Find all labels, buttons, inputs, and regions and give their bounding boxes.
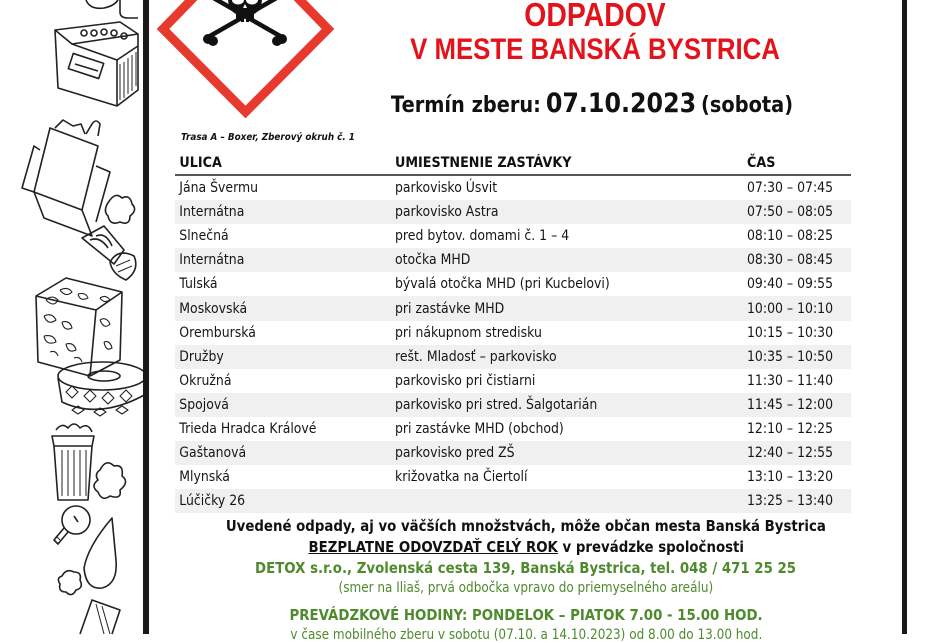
cell-stop: pri nákupnom stredisku [395, 324, 542, 341]
cell-time: 08:10 – 08:25 [747, 228, 834, 245]
table-row [175, 369, 851, 393]
oil-drop-icon [84, 518, 116, 588]
crumpled-paper-icon-3 [58, 571, 81, 595]
cell-time: 13:25 – 13:40 [747, 493, 834, 510]
cell-stop: pri zastávke MHD (obchod) [395, 420, 564, 437]
company-address-text: DETOX s.r.o., Zvolenská cesta 139, Banská Bystrica, tel. 048 / 471 25 25 [255, 559, 797, 577]
table-row [175, 200, 851, 224]
right-border-line [902, 0, 907, 634]
route-label: Trasa A – Boxer, Zberový okruh č. 1 [181, 132, 355, 143]
saturday-hours-line [150, 627, 902, 643]
waste-bin-icon [52, 424, 94, 500]
free-dropoff-rest: v prevádzke spoločnosti [557, 538, 744, 556]
cell-time: 13:10 – 13:20 [747, 469, 834, 486]
footer-free-dropoff-text [308, 538, 744, 556]
cell-street: Tulská [179, 276, 218, 293]
table-row [175, 321, 851, 345]
cell-street: Spojová [179, 396, 229, 413]
cell-street: Družby [179, 348, 224, 365]
directions-text: (smer na Iliaš, prvá odbočka vpravo do priemyselného areálu) [338, 580, 714, 596]
fluorescent-tube-icon [80, 600, 120, 634]
cell-street: Oremburská [179, 324, 256, 341]
waste-illustrations [0, 0, 142, 634]
cell-time: 12:40 – 12:55 [747, 445, 834, 462]
cell-time: 10:15 – 10:30 [747, 324, 834, 341]
cell-time: 08:30 – 08:45 [747, 252, 834, 269]
cell-street: Slnečná [179, 228, 229, 245]
column-header-stop: UMIESTNENIE ZASTÁVKY [395, 155, 572, 171]
cell-time: 10:00 – 10:10 [747, 300, 834, 317]
cell-street: Lúčičky 26 [179, 493, 246, 510]
cell-street: Moskovská [179, 300, 248, 317]
cell-stop: bývalá otočka MHD (pri Kucbelovi) [395, 276, 610, 293]
footer-notice-line [150, 517, 902, 535]
cell-stop: otočka MHD [395, 252, 471, 269]
cell-stop: pred bytov. domami č. 1 – 4 [395, 228, 570, 245]
appliance-icon [86, 0, 138, 18]
left-border-line [143, 0, 149, 634]
crumpled-paper-icon-2 [94, 463, 126, 498]
cell-stop: pri zastávke MHD [395, 300, 505, 317]
collection-date-value: 07.10.2023 [545, 88, 697, 119]
cell-time: 10:35 – 10:50 [747, 348, 834, 365]
title-line-1: ODPADOV [524, 0, 666, 33]
scrap-metal-icon [36, 278, 122, 376]
table-row [175, 345, 851, 369]
cell-street: Okružná [179, 372, 232, 389]
opening-hours-text: PREVÁDZKOVÉ HODINY: PONDELOK – PIATOK 7.00 - 15.00 HOD. [289, 606, 763, 624]
cell-street: Mlynská [179, 469, 230, 486]
footer-notice-text: Uvedené odpady, aj vo väčších množstvách, môže občan mesta Banská Bystrica [225, 517, 827, 535]
table-row [175, 393, 851, 417]
cell-stop: parkovisko pred ZŠ [395, 445, 515, 462]
cell-time: 11:45 – 12:00 [747, 396, 834, 413]
cell-time: 07:50 – 08:05 [747, 204, 834, 221]
column-header-time: ČAS [747, 155, 776, 171]
cell-stop: križovatka na Čiertolí [395, 469, 528, 486]
table-row [175, 441, 851, 465]
cell-stop: parkovisko pri stred. Šalgotarián [395, 396, 598, 413]
cell-street: Jána Švermu [179, 180, 259, 197]
cell-street: Gaštanová [179, 445, 247, 462]
free-dropoff-emphasis: BEZPLATNE ODOVZDAŤ CELÝ ROK [308, 538, 558, 556]
cell-time: 09:40 – 09:55 [747, 276, 834, 293]
collection-date [381, 88, 803, 119]
cell-time: 07:30 – 07:45 [747, 180, 834, 197]
cell-stop: parkovisko Úsvit [395, 180, 498, 197]
table-header [175, 152, 851, 176]
collection-date-label: Termín zberu: [390, 93, 541, 118]
shopping-bag-icon [22, 120, 110, 236]
table-row [175, 176, 851, 200]
table-row [175, 248, 851, 272]
saturday-hours-text: v čase mobilného zberu v sobotu (07.10. a 14.10.2023) od 8.00 do 13.00 hod. [290, 627, 762, 643]
light-bulb-icon [54, 506, 90, 544]
cell-street: Internátna [179, 204, 245, 221]
footer-free-dropoff-line [150, 538, 902, 556]
table-row [175, 489, 851, 513]
title-line-2: V MESTE BANSKÁ BYSTRICA [410, 33, 780, 66]
opening-hours-line [150, 606, 902, 624]
table-row [175, 272, 851, 296]
cell-time: 12:10 – 12:25 [747, 420, 834, 437]
battery-icon [55, 22, 138, 106]
collection-date-day: (sobota) [701, 93, 794, 118]
cell-stop: parkovisko pri čistiarni [395, 372, 536, 389]
cell-street: Internátna [179, 252, 245, 269]
table-row [175, 417, 851, 441]
cell-stop: parkovisko Astra [395, 204, 499, 221]
table-row [175, 465, 851, 489]
table-row [175, 296, 851, 320]
schedule-table [175, 152, 851, 513]
table-body [175, 176, 851, 513]
fluorescent-bulb-icon [82, 226, 136, 280]
cell-street: Trieda Hradca Králové [179, 420, 317, 437]
company-address-line [150, 559, 902, 577]
cell-stop: rešt. Mladosť – parkovisko [395, 348, 557, 365]
table-row [175, 224, 851, 248]
cell-time: 11:30 – 11:40 [747, 372, 834, 389]
directions-line [150, 580, 902, 596]
crumpled-paper-icon [105, 195, 134, 223]
skull-crossbones-ghs-icon [158, 0, 333, 118]
column-header-street: ULICA [179, 155, 222, 171]
